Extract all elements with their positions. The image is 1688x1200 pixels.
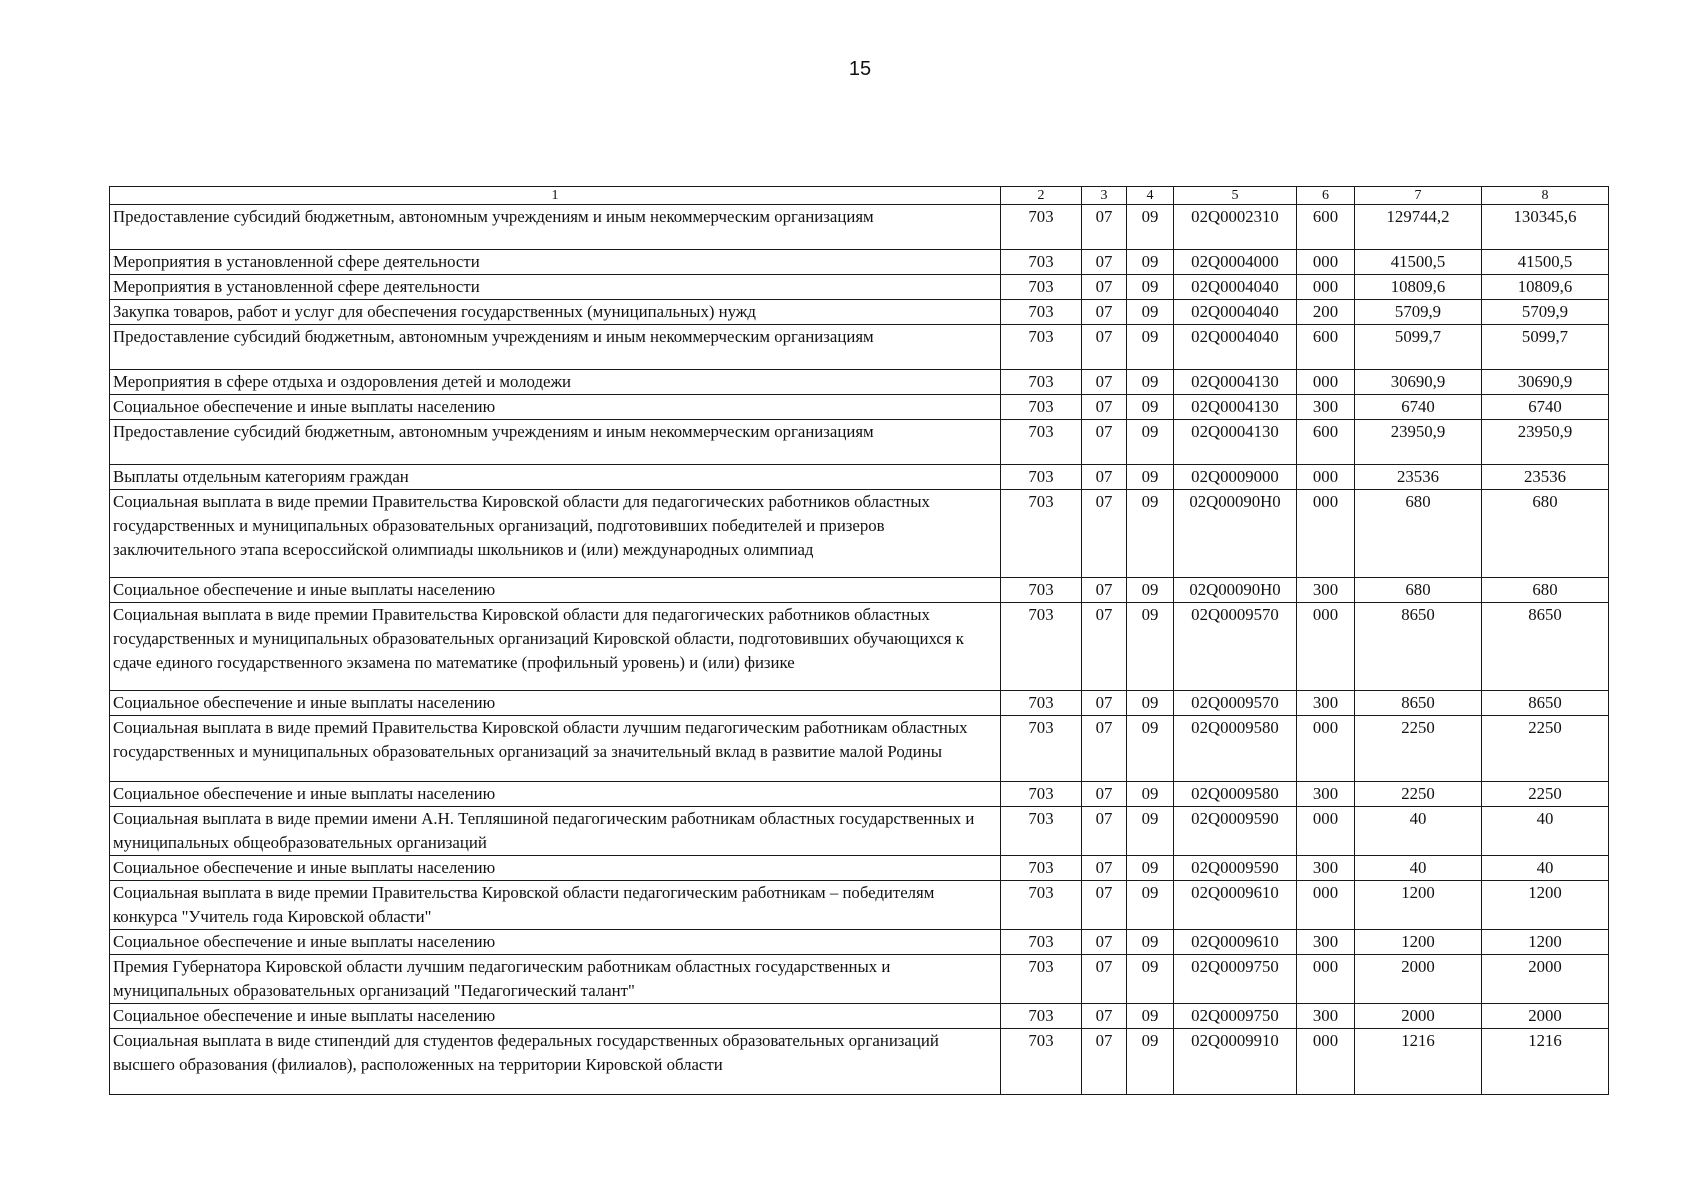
- code-col4-cell: 09: [1127, 603, 1174, 691]
- amount-col7-cell: 30690,9: [1355, 370, 1482, 395]
- code-col4-cell: 09: [1127, 1004, 1174, 1029]
- description-cell: Социальная выплата в виде премии Правительства Кировской области для педагогических работников областных государственных и муниципальных образовательных организаций Кировской области, подготовивших обучающихся к сдаче единого государственного экзамена по математике (профильный уровень) и (или) физике: [110, 603, 1001, 691]
- code-col3-cell: 07: [1082, 955, 1127, 1004]
- code-col2-cell: 703: [1001, 300, 1082, 325]
- code-col6-cell: 600: [1297, 420, 1355, 465]
- amount-col7-cell: 40: [1355, 807, 1482, 856]
- code-col3-cell: 07: [1082, 490, 1127, 578]
- code-col4-cell: 09: [1127, 881, 1174, 930]
- code-col4-cell: 09: [1127, 716, 1174, 782]
- code-col2-cell: 703: [1001, 205, 1082, 250]
- table-row: [110, 881, 1609, 930]
- amount-col8-cell: 5099,7: [1482, 325, 1609, 370]
- header-cell-col2: 2: [1001, 187, 1082, 205]
- code-col2-cell: 703: [1001, 325, 1082, 370]
- code-col4-cell: 09: [1127, 275, 1174, 300]
- code-col2-cell: 703: [1001, 930, 1082, 955]
- header-cell-col6: 6: [1297, 187, 1355, 205]
- code-col5-cell: 02Q0009580: [1174, 782, 1297, 807]
- code-col3-cell: 07: [1082, 395, 1127, 420]
- code-col3-cell: 07: [1082, 782, 1127, 807]
- code-col5-cell: 02Q0009000: [1174, 465, 1297, 490]
- code-col5-cell: 02Q00090H0: [1174, 490, 1297, 578]
- amount-col7-cell: 2000: [1355, 1004, 1482, 1029]
- code-col5-cell: 02Q0009750: [1174, 955, 1297, 1004]
- description-cell: Предоставление субсидий бюджетным, автономным учреждениям и иным некоммерческим организациям: [110, 205, 1001, 250]
- code-col2-cell: 703: [1001, 250, 1082, 275]
- description-cell: Социальное обеспечение и иные выплаты населению: [110, 782, 1001, 807]
- amount-col8-cell: 2250: [1482, 716, 1609, 782]
- header-cell-col5: 5: [1174, 187, 1297, 205]
- amount-col7-cell: 23950,9: [1355, 420, 1482, 465]
- code-col3-cell: 07: [1082, 250, 1127, 275]
- table-row: [110, 1029, 1609, 1095]
- code-col2-cell: 703: [1001, 1029, 1082, 1095]
- code-col4-cell: 09: [1127, 691, 1174, 716]
- description-cell: Социальное обеспечение и иные выплаты населению: [110, 930, 1001, 955]
- code-col2-cell: 703: [1001, 370, 1082, 395]
- code-col4-cell: 09: [1127, 205, 1174, 250]
- table-row: [110, 275, 1609, 300]
- code-col5-cell: 02Q0009610: [1174, 881, 1297, 930]
- table-row: [110, 930, 1609, 955]
- code-col5-cell: 02Q0009570: [1174, 691, 1297, 716]
- amount-col7-cell: 40: [1355, 856, 1482, 881]
- description-cell: Мероприятия в установленной сфере деятельности: [110, 275, 1001, 300]
- code-col2-cell: 703: [1001, 881, 1082, 930]
- amount-col8-cell: 680: [1482, 578, 1609, 603]
- table-row: [110, 300, 1609, 325]
- code-col6-cell: 000: [1297, 250, 1355, 275]
- code-col2-cell: 703: [1001, 275, 1082, 300]
- code-col6-cell: 200: [1297, 300, 1355, 325]
- code-col5-cell: 02Q0004130: [1174, 420, 1297, 465]
- code-col5-cell: 02Q0004130: [1174, 370, 1297, 395]
- table-row: [110, 465, 1609, 490]
- code-col6-cell: 000: [1297, 716, 1355, 782]
- code-col2-cell: 703: [1001, 955, 1082, 1004]
- table-row: [110, 250, 1609, 275]
- amount-col8-cell: 23950,9: [1482, 420, 1609, 465]
- description-cell: Премия Губернатора Кировской области лучшим педагогическим работникам областных государственных и муниципальных образовательных организаций "Педагогический талант": [110, 955, 1001, 1004]
- code-col3-cell: 07: [1082, 716, 1127, 782]
- code-col3-cell: 07: [1082, 807, 1127, 856]
- code-col3-cell: 07: [1082, 603, 1127, 691]
- code-col6-cell: 000: [1297, 807, 1355, 856]
- amount-col7-cell: 23536: [1355, 465, 1482, 490]
- table-body: [110, 187, 1609, 1095]
- description-cell: Социальная выплата в виде премии Правительства Кировской области для педагогических работников областных государственных и муниципальных образовательных организаций, подготовивших победителей и призеров заключительного этапа всероссийской олимпиады школьников и (или) международных олимпиад: [110, 490, 1001, 578]
- code-col6-cell: 300: [1297, 578, 1355, 603]
- header-cell-col4: 4: [1127, 187, 1174, 205]
- amount-col7-cell: 2250: [1355, 716, 1482, 782]
- code-col4-cell: 09: [1127, 490, 1174, 578]
- code-col3-cell: 07: [1082, 420, 1127, 465]
- code-col5-cell: 02Q0009590: [1174, 856, 1297, 881]
- code-col4-cell: 09: [1127, 465, 1174, 490]
- amount-col8-cell: 1216: [1482, 1029, 1609, 1095]
- code-col2-cell: 703: [1001, 395, 1082, 420]
- table-row: [110, 691, 1609, 716]
- description-cell: Социальное обеспечение и иные выплаты населению: [110, 691, 1001, 716]
- code-col3-cell: 07: [1082, 1004, 1127, 1029]
- header-cell-col1: 1: [110, 187, 1001, 205]
- table-row: [110, 205, 1609, 250]
- code-col6-cell: 000: [1297, 275, 1355, 300]
- amount-col8-cell: 30690,9: [1482, 370, 1609, 395]
- amount-col8-cell: 2250: [1482, 782, 1609, 807]
- description-cell: Социальное обеспечение и иные выплаты населению: [110, 395, 1001, 420]
- code-col4-cell: 09: [1127, 395, 1174, 420]
- amount-col8-cell: 8650: [1482, 691, 1609, 716]
- description-cell: Социальная выплата в виде премии Правительства Кировской области педагогическим работникам – победителям конкурса "Учитель года Кировской области": [110, 881, 1001, 930]
- code-col5-cell: 02Q0009570: [1174, 603, 1297, 691]
- code-col6-cell: 300: [1297, 1004, 1355, 1029]
- amount-col8-cell: 23536: [1482, 465, 1609, 490]
- amount-col7-cell: 2250: [1355, 782, 1482, 807]
- table-row: [110, 578, 1609, 603]
- description-cell: Предоставление субсидий бюджетным, автономным учреждениям и иным некоммерческим организациям: [110, 420, 1001, 465]
- code-col2-cell: 703: [1001, 1004, 1082, 1029]
- amount-col7-cell: 680: [1355, 578, 1482, 603]
- code-col4-cell: 09: [1127, 420, 1174, 465]
- code-col4-cell: 09: [1127, 300, 1174, 325]
- code-col4-cell: 09: [1127, 250, 1174, 275]
- amount-col8-cell: 1200: [1482, 930, 1609, 955]
- budget-table: [109, 186, 1609, 1095]
- table-row: [110, 395, 1609, 420]
- table-row: [110, 955, 1609, 1004]
- amount-col7-cell: 680: [1355, 490, 1482, 578]
- code-col3-cell: 07: [1082, 930, 1127, 955]
- code-col6-cell: 300: [1297, 856, 1355, 881]
- code-col4-cell: 09: [1127, 578, 1174, 603]
- code-col5-cell: 02Q0009750: [1174, 1004, 1297, 1029]
- amount-col7-cell: 2000: [1355, 955, 1482, 1004]
- code-col4-cell: 09: [1127, 325, 1174, 370]
- table-row: [110, 807, 1609, 856]
- code-col3-cell: 07: [1082, 881, 1127, 930]
- code-col4-cell: 09: [1127, 930, 1174, 955]
- amount-col8-cell: 130345,6: [1482, 205, 1609, 250]
- code-col4-cell: 09: [1127, 856, 1174, 881]
- header-cell-col7: 7: [1355, 187, 1482, 205]
- code-col2-cell: 703: [1001, 490, 1082, 578]
- description-cell: Закупка товаров, работ и услуг для обеспечения государственных (муниципальных) нужд: [110, 300, 1001, 325]
- code-col6-cell: 000: [1297, 955, 1355, 1004]
- code-col5-cell: 02Q0004130: [1174, 395, 1297, 420]
- code-col5-cell: 02Q0004040: [1174, 300, 1297, 325]
- amount-col8-cell: 8650: [1482, 603, 1609, 691]
- description-cell: Мероприятия в сфере отдыха и оздоровления детей и молодежи: [110, 370, 1001, 395]
- code-col4-cell: 09: [1127, 955, 1174, 1004]
- code-col6-cell: 300: [1297, 782, 1355, 807]
- code-col6-cell: 000: [1297, 490, 1355, 578]
- amount-col7-cell: 5099,7: [1355, 325, 1482, 370]
- code-col6-cell: 600: [1297, 205, 1355, 250]
- code-col2-cell: 703: [1001, 856, 1082, 881]
- amount-col7-cell: 1200: [1355, 881, 1482, 930]
- code-col3-cell: 07: [1082, 578, 1127, 603]
- code-col6-cell: 600: [1297, 325, 1355, 370]
- table-row: [110, 782, 1609, 807]
- description-cell: Социальное обеспечение и иные выплаты населению: [110, 856, 1001, 881]
- description-cell: Социальное обеспечение и иные выплаты населению: [110, 1004, 1001, 1029]
- code-col3-cell: 07: [1082, 370, 1127, 395]
- amount-col8-cell: 40: [1482, 807, 1609, 856]
- amount-col7-cell: 129744,2: [1355, 205, 1482, 250]
- amount-col7-cell: 10809,6: [1355, 275, 1482, 300]
- code-col5-cell: 02Q0009610: [1174, 930, 1297, 955]
- table-row: [110, 420, 1609, 465]
- code-col3-cell: 07: [1082, 856, 1127, 881]
- code-col6-cell: 000: [1297, 1029, 1355, 1095]
- code-col2-cell: 703: [1001, 465, 1082, 490]
- table-row: [110, 490, 1609, 578]
- code-col3-cell: 07: [1082, 275, 1127, 300]
- code-col3-cell: 07: [1082, 1029, 1127, 1095]
- amount-col7-cell: 1200: [1355, 930, 1482, 955]
- header-cell-col3: 3: [1082, 187, 1127, 205]
- description-cell: Мероприятия в установленной сфере деятельности: [110, 250, 1001, 275]
- amount-col8-cell: 2000: [1482, 1004, 1609, 1029]
- code-col6-cell: 000: [1297, 370, 1355, 395]
- amount-col8-cell: 5709,9: [1482, 300, 1609, 325]
- amount-col7-cell: 41500,5: [1355, 250, 1482, 275]
- code-col6-cell: 000: [1297, 881, 1355, 930]
- table-header-row: [110, 187, 1609, 205]
- code-col4-cell: 09: [1127, 1029, 1174, 1095]
- table-row: [110, 603, 1609, 691]
- table-row: [110, 1004, 1609, 1029]
- code-col2-cell: 703: [1001, 578, 1082, 603]
- table-row: [110, 370, 1609, 395]
- description-cell: Социальная выплата в виде премий Правительства Кировской области лучшим педагогическим работникам областных государственных и муниципальных образовательных организаций за значительный вклад в развитие малой Родины: [110, 716, 1001, 782]
- code-col5-cell: 02Q0009580: [1174, 716, 1297, 782]
- amount-col8-cell: 40: [1482, 856, 1609, 881]
- code-col2-cell: 703: [1001, 691, 1082, 716]
- description-cell: Социальная выплата в виде стипендий для студентов федеральных государственных образовательных организаций высшего образования (филиалов), расположенных на территории Кировской области: [110, 1029, 1001, 1095]
- amount-col7-cell: 6740: [1355, 395, 1482, 420]
- code-col6-cell: 300: [1297, 395, 1355, 420]
- code-col6-cell: 000: [1297, 603, 1355, 691]
- table-row: [110, 856, 1609, 881]
- code-col6-cell: 300: [1297, 691, 1355, 716]
- code-col5-cell: 02Q0002310: [1174, 205, 1297, 250]
- amount-col7-cell: 1216: [1355, 1029, 1482, 1095]
- code-col5-cell: 02Q0004040: [1174, 325, 1297, 370]
- code-col5-cell: 02Q0004040: [1174, 275, 1297, 300]
- amount-col8-cell: 680: [1482, 490, 1609, 578]
- code-col2-cell: 703: [1001, 782, 1082, 807]
- description-cell: Социальное обеспечение и иные выплаты населению: [110, 578, 1001, 603]
- description-cell: Социальная выплата в виде премии имени А.Н. Тепляшиной педагогическим работникам областных государственных и муниципальных общеобразовательных организаций: [110, 807, 1001, 856]
- code-col3-cell: 07: [1082, 325, 1127, 370]
- amount-col8-cell: 1200: [1482, 881, 1609, 930]
- code-col5-cell: 02Q00090H0: [1174, 578, 1297, 603]
- code-col4-cell: 09: [1127, 782, 1174, 807]
- code-col3-cell: 07: [1082, 465, 1127, 490]
- code-col5-cell: 02Q0004000: [1174, 250, 1297, 275]
- header-cell-col8: 8: [1482, 187, 1609, 205]
- amount-col7-cell: 8650: [1355, 603, 1482, 691]
- page-number: 15: [848, 58, 872, 80]
- amount-col7-cell: 8650: [1355, 691, 1482, 716]
- code-col3-cell: 07: [1082, 205, 1127, 250]
- amount-col7-cell: 5709,9: [1355, 300, 1482, 325]
- description-cell: Предоставление субсидий бюджетным, автономным учреждениям и иным некоммерческим организациям: [110, 325, 1001, 370]
- code-col6-cell: 300: [1297, 930, 1355, 955]
- code-col3-cell: 07: [1082, 300, 1127, 325]
- description-cell: Выплаты отдельным категориям граждан: [110, 465, 1001, 490]
- table-row: [110, 325, 1609, 370]
- code-col2-cell: 703: [1001, 807, 1082, 856]
- table-row: [110, 716, 1609, 782]
- code-col4-cell: 09: [1127, 807, 1174, 856]
- code-col5-cell: 02Q0009910: [1174, 1029, 1297, 1095]
- amount-col8-cell: 2000: [1482, 955, 1609, 1004]
- code-col5-cell: 02Q0009590: [1174, 807, 1297, 856]
- code-col3-cell: 07: [1082, 691, 1127, 716]
- code-col2-cell: 703: [1001, 603, 1082, 691]
- amount-col8-cell: 6740: [1482, 395, 1609, 420]
- code-col6-cell: 000: [1297, 465, 1355, 490]
- code-col2-cell: 703: [1001, 420, 1082, 465]
- code-col4-cell: 09: [1127, 370, 1174, 395]
- amount-col8-cell: 10809,6: [1482, 275, 1609, 300]
- amount-col8-cell: 41500,5: [1482, 250, 1609, 275]
- code-col2-cell: 703: [1001, 716, 1082, 782]
